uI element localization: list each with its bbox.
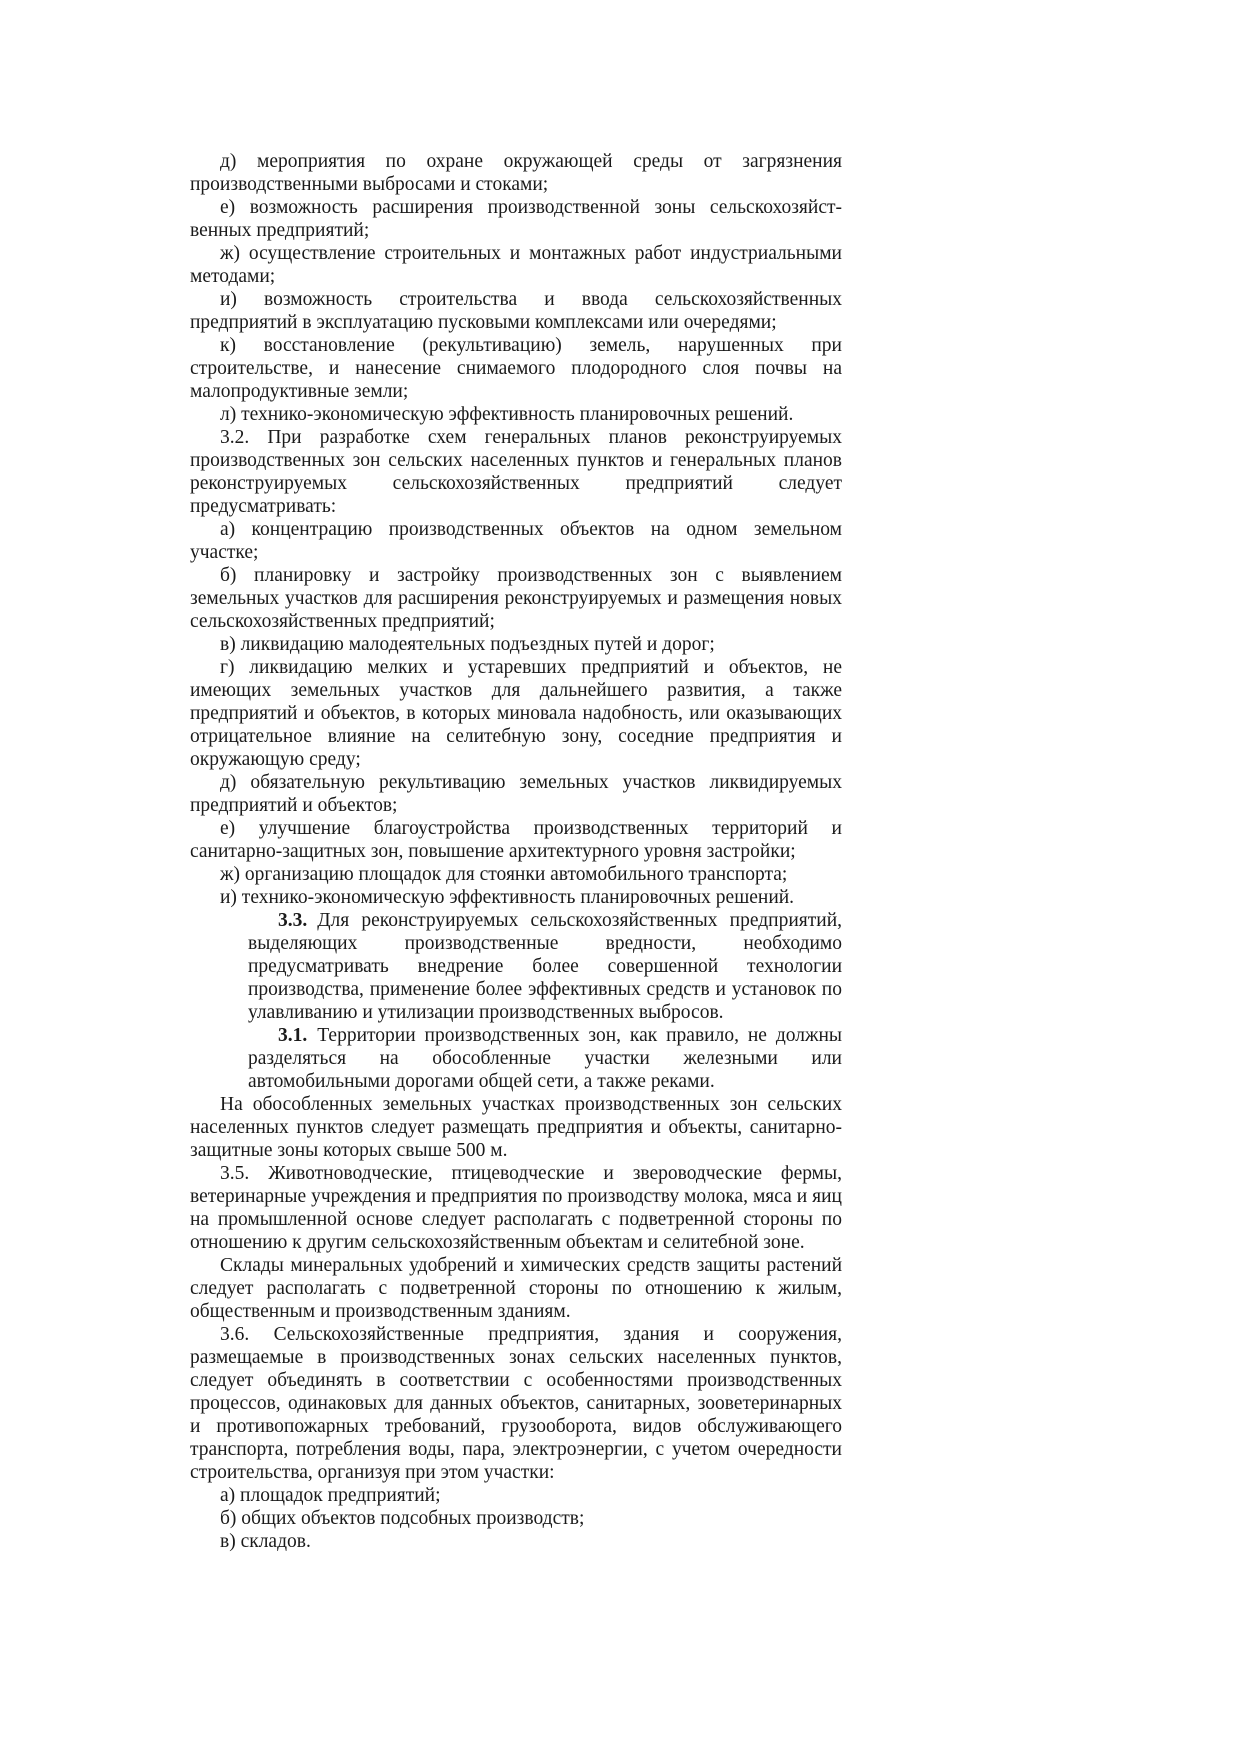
item-text: Территории производственных зон, как правило, не должны разделяться на обособленные участки железными или автомобильными дорогами общей сети, а также реками.: [248, 1025, 842, 1092]
paragraph-item-i: и) возможность строительства и ввода сельскохозяйственных предприятий в эксплуатацию пусковыми комплексами или очередями;: [190, 289, 842, 333]
paragraph-item-l: л) технико-экономическую эффективность планировочных решений.: [220, 404, 794, 425]
paragraph-item-b: б) планировку и застройку производственных зон с выявлением земельных участков для расширения реконструируемых и размещения новых сельскохозяйственных предприятий;: [190, 565, 842, 632]
item-text: Для реконструируемых сельскохозяйственных предприятий, выделяющих производственные вредности, необходимо предусматривать внедрение более совершенной технологии производства, применение более эффективных средств и установок по улавливанию и утилизации производственных выбросов.: [248, 910, 842, 1023]
paragraph-sub-b: б) общих объектов подсобных производств;: [220, 1508, 585, 1529]
paragraph-item-zh: ж) осуществление строительных и монтажных работ индустриальными методами;: [190, 243, 842, 287]
numbered-item-3-1: [248, 1024, 842, 1093]
paragraph-section-3-2: 3.2. При разработке схем генеральных планов реконструируемых производственных зон сельских населенных пунктов и генеральных планов реконструируемых сельскохозяйственных предприятий следует предусматривать:: [190, 427, 842, 517]
paragraph-sub-a: а) площадок предприятий;: [220, 1485, 441, 1506]
paragraph-sub-v: в) складов.: [220, 1531, 311, 1552]
paragraph-item-g: г) ликвидацию мелких и устаревших предприятий и объектов, не имеющих земельных участков для дальнейшего развития, а также предприятий и объектов, в которых миновала надобность, или оказывающих отрицательное влияние на селитебную зону, соседние предприятия и окружающую среду;: [190, 657, 842, 770]
paragraph-item-d2: д) обязательную рекультивацию земельных участков ликвидируемых предприятий и объектов;: [190, 772, 842, 816]
paragraph-section-3-6: 3.6. Сельскохозяйственные предприятия, здания и сооружения, размещаемые в производственных зонах сельских населенных пунктов, следует объединять в соответствии с особенностями производственных процессов, одинаковых для данных объектов, санитарных, зооветеринарных и противопожарных требований, грузооборота, видов обслуживающего транспорта, потребления воды, пара, электроэнергии, с учетом очередности строительства, организуя при этом участки:: [190, 1324, 842, 1483]
paragraph-item-k: к) восстановление (рекультивацию) земель, нарушенных при строительстве, и нанесение снимаемого плодородного слоя почвы на малопродуктивные земли;: [190, 335, 842, 402]
paragraph-isolated-plots: На обособленных земельных участках производственных зон сельских населенных пунктов следует размещать предприятия и объекты, санитарно-защитные зоны которых свыше 500 м.: [190, 1094, 842, 1161]
paragraph-item-i2: и) технико-экономическую эффективность планировочных решений.: [220, 887, 795, 908]
paragraph-item-e2: е) улучшение благоустройства производственных территорий и санитарно-защитных зон, повышение архитектурного уровня застройки;: [190, 818, 842, 862]
paragraph-fertilizer-storage: Склады минеральных удобрений и химических средств защиты растений следует располагать с подветренной стороны по отношению к жилым, общественным и производственным зданиям.: [190, 1255, 842, 1322]
document-page: [190, 150, 842, 1553]
paragraph-item-v: в) ликвидацию малодеятельных подъездных путей и дорог;: [220, 634, 715, 655]
paragraph-section-3-5: 3.5. Животноводческие, птицеводческие и звероводческие фермы, ветеринарные учреждения и предприятия по производству молока, мяса и яиц на промышленной основе следует располагать с подветренной стороны по отношению к другим сельскохозяйственным объектам и селитебной зоне.: [190, 1163, 842, 1253]
paragraph-item-zh2: ж) организацию площадок для стоянки автомобильного транспорта;: [220, 864, 788, 885]
item-number: 3.1.: [278, 1025, 308, 1046]
paragraph-item-d: д) мероприятия по охране окружающей среды от загрязнения производственными выбросами и стоками;: [190, 151, 842, 195]
numbered-item-3-3: [248, 909, 842, 1024]
paragraph-item-e: е) возможность расширения производственной зоны сельскохозяйст-венных предприятий;: [190, 197, 842, 241]
item-number: 3.3.: [278, 910, 308, 931]
paragraph-item-a: а) концентрацию производственных объектов на одном земельном участке;: [190, 519, 842, 563]
